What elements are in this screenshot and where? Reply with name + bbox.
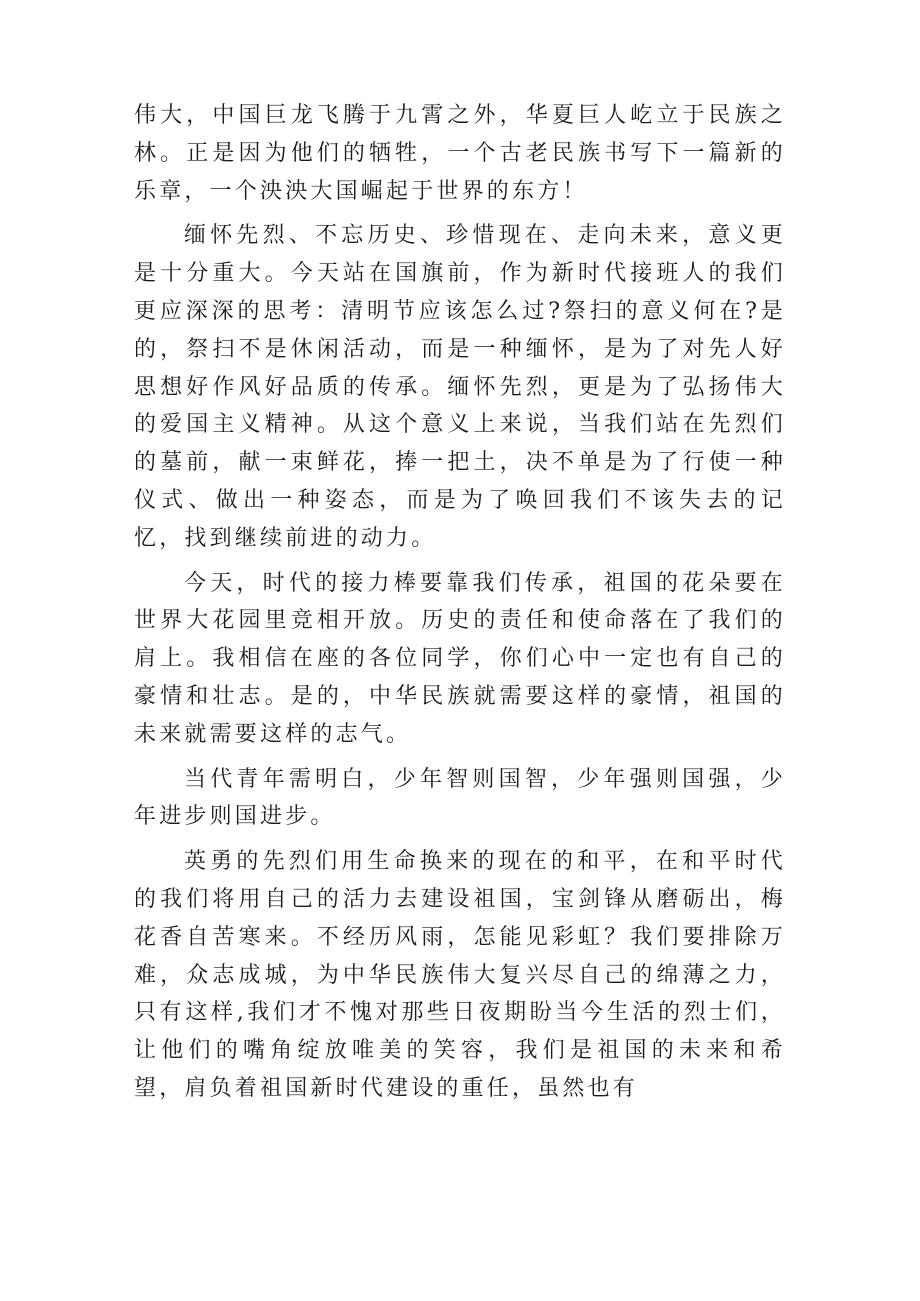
- paragraph-4: 当代青年需明白，少年智则国智，少年强则国强，少年进步则国进步。: [134, 766, 786, 830]
- paragraph-3: 今天，时代的接力棒要靠我们传承，祖国的花朵要在世界大花园里竞相开放。历史的责任和使命落在了我们的肩上。我相信在座的各位同学，你们心中一定也有自己的豪情和壮志。是的，中华民族就需要这样的豪情，祖国的未来就需要这样的志气。: [134, 570, 786, 747]
- document-body: [134, 97, 786, 1115]
- paragraph-5: 英勇的先烈们用生命换来的现在的和平，在和平时代的我们将用自己的活力去建设祖国，宝剑锋从磨砺出，梅花香自苦寒来。不经历风雨，怎能见彩虹？我们要排除万难，众志成城，为中华民族伟大复兴尽自己的绵薄之力，只有这样,我们才不愧对那些日夜期盼当今生活的烈士们，让他们的嘴角绽放唯美的笑容，我们是祖国的未来和希望，肩负着祖国新时代建设的重任，虽然也有: [134, 849, 786, 1101]
- paragraph-2: 缅怀先烈、不忘历史、珍惜现在、走向未来，意义更是十分重大。今天站在国旗前，作为新时代接班人的我们更应深深的思考：清明节应该怎么过?祭扫的意义何在?是的，祭扫不是休闲活动，而是一种缅怀，是为了对先人好思想好作风好品质的传承。缅怀先烈，更是为了弘扬伟大的爱国主义精神。从这个意义上来说，当我们站在先烈们的墓前，献一束鲜花，捧一把土，决不单是为了行使一种仪式、做出一种姿态，而是为了唤回我们不该失去的记忆，找到继续前进的动力。: [134, 223, 786, 551]
- paragraph-1: 伟大，中国巨龙飞腾于九霄之外，华夏巨人屹立于民族之林。正是因为他们的牺牲，一个古老民族书写下一篇新的乐章，一个泱泱大国崛起于世界的东方！: [134, 103, 786, 204]
